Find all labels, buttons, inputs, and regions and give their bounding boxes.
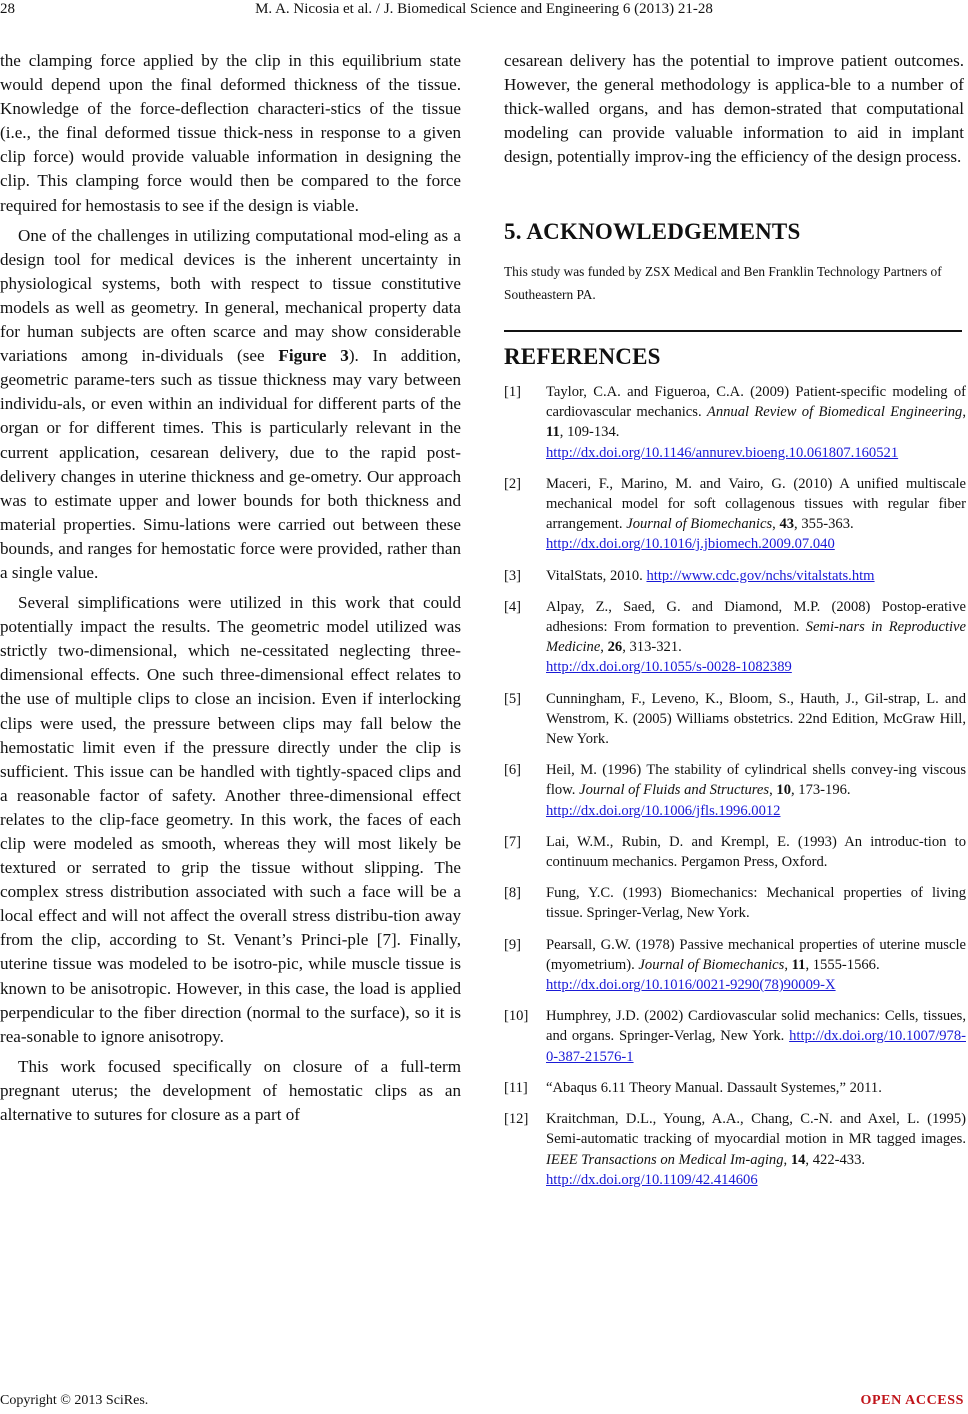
acknowledgements-heading: 5. ACKNOWLEDGEMENTS — [504, 219, 801, 244]
reference-number: [12] — [504, 1111, 529, 1128]
page-number: 28 — [0, 1, 15, 17]
reference-item — [504, 566, 966, 586]
reference-citation: Maceri, F., Marino, M. and Vairo, G. (2010) A unified multiscale mechanical model for soft collagenous tissues with regular fiber arrangement. — [546, 475, 966, 533]
reference-item — [504, 760, 966, 821]
reference-number: [9] — [504, 936, 522, 953]
reference-separator: , — [772, 516, 780, 533]
reference-doi-link[interactable]: http://dx.doi.org/10.1016/0021-9290(78)90009-X — [546, 977, 836, 994]
reference-item — [504, 883, 966, 923]
reference-text — [546, 1080, 882, 1096]
reference-number: [7] — [504, 833, 522, 850]
paragraph: the clamping force applied by the clip in this equilibrium state would depend upon the final deformed thickness of the tissue. Knowledge of the force-deflection characteri-stics of the tissue (i.e., the final deformed tissue thick-ness in response to a given clip force) would provide valuable information in designing the clip. This clamping force would then be compared to the force required for hemostasis to see if the design is viable. — [0, 51, 461, 215]
reference-number: [2] — [504, 475, 522, 492]
reference-separator: , — [783, 1151, 791, 1168]
reference-journal: Journal of Biomechanics — [638, 956, 785, 973]
reference-pages: , 109-134. — [559, 424, 620, 441]
reference-volume: 11 — [546, 424, 560, 441]
reference-text — [546, 885, 966, 921]
reference-text — [546, 762, 966, 818]
reference-pages: , 173-196. — [790, 782, 851, 799]
reference-item — [504, 1006, 966, 1067]
reference-volume: 10 — [776, 782, 791, 799]
reference-text — [546, 1008, 966, 1064]
reference-number: [1] — [504, 384, 522, 400]
reference-pages: , 355-363. — [794, 516, 854, 533]
figure-reference[interactable]: Figure 3 — [278, 346, 349, 366]
reference-volume: 11 — [791, 956, 806, 973]
paragraph: This work focused specifically on closure of a full-term pregnant uterus; the development of hemostatic clips as an alternative to sutures for closure as a part of — [0, 1056, 461, 1125]
reference-separator: , — [600, 639, 608, 656]
reference-citation: VitalStats, 2010. — [546, 567, 647, 584]
reference-journal: Journal of Biomechanics — [626, 516, 773, 533]
acknowledgements-text: This study was funded by ZSX Medical and Ben Franklin Technology Partners of Southeastern PA. — [504, 264, 942, 302]
reference-journal: Journal of Fluids and Structures — [579, 782, 770, 799]
reference-number: [4] — [504, 598, 522, 615]
reference-citation: Heil, M. (1996) The stability of cylindrical shells convey-ing viscous flow. — [546, 762, 966, 799]
reference-item — [504, 832, 966, 872]
reference-separator: , — [769, 782, 777, 799]
reference-doi-link[interactable]: http://dx.doi.org/10.1016/j.jbiomech.2009.07.040 — [546, 536, 835, 553]
paragraph: Several simplifications were utilized in this work that could potentially impact the results. The geometric model utilized was strictly two-dimensional, which ne-cessitated neglecting three-dimensional effects. One such three-dimensional effect relates to the use of multiple clips to close an incision. Even if interlocking clips were used, the pressure between clips may fall below the hemostatic limit even if the pressure directly under the clip is sufficient. This issue can be handled with tightly-spaced clips and a reasonable factor of safety. Another three-dimensional effect relates to the clip-face geometry. In this work, the faces of each clip were modeled as smooth, whereas they will most likely be textured or serrated to grip the tissue without slipping. The complex stress distribution associated with such a face will be a local effect and will not affect the overall stress distribu-tion away from the clip, according to St. Venant’s Princi-ple [7]. Finally, uterine tissue was modeled to be isotro-pic, while muscle tissue is known to be anisotropic. However, in this case, the load is applied perpendicular to the fiber direction (normal to the surface), so it is rea-sonable to ignore anisotropy. — [0, 593, 461, 1046]
reference-citation: Lai, W.M., Rubin, D. and Krempl, E. (1993) An introduc-tion to continuum mechanics. Pergamon Press, Oxford. — [546, 833, 966, 871]
reference-number: [3] — [504, 567, 522, 584]
reference-item — [504, 1109, 966, 1190]
reference-citation: Fung, Y.C. (1993) Biomechanics: Mechanical properties of living tissue. Springer-Verlag, New York. — [546, 885, 966, 922]
reference-separator: , — [784, 956, 792, 973]
reference-number: [8] — [504, 885, 522, 902]
reference-doi-link[interactable]: http://dx.doi.org/10.1109/42.414606 — [546, 1171, 758, 1188]
reference-citation: Alpay, Z., Saed, G. and Diamond, M.P. (2008) Postop-erative adhesions: From formation to prevention. — [546, 598, 966, 636]
reference-item — [504, 935, 966, 996]
reference-text — [546, 1111, 966, 1188]
reference-text — [546, 691, 966, 747]
section-divider — [504, 330, 962, 332]
reference-citation: Cunningham, F., Leveno, K., Bloom, S., Hauth, J., Gil-strap, L. and Wenstrom, K. (2005) Williams obstetrics. 22nd Edition, McGraw Hill, New York. — [546, 690, 966, 748]
page-footer — [0, 1393, 968, 1413]
reference-journal: IEEE Transactions on Medical Im-aging — [546, 1151, 784, 1168]
open-access-label: OPEN ACCESS — [860, 1393, 964, 1408]
reference-doi-link[interactable]: http://dx.doi.org/10.1007/978-0-387-21576-1 — [546, 1028, 966, 1065]
reference-item — [504, 474, 966, 555]
reference-text — [546, 599, 966, 676]
reference-number: [6] — [504, 762, 522, 779]
reference-item — [504, 689, 966, 750]
reference-volume: 14 — [790, 1151, 806, 1168]
reference-citation: Kraitchman, D.L., Young, A.A., Chang, C.-N. and Axel, L. (1995) Semi-automatic tracking of myocardial motion in MR tagged images. — [546, 1111, 966, 1148]
copyright-notice: Copyright © 2013 SciRes. — [0, 1393, 149, 1408]
reference-text — [546, 937, 966, 993]
paragraph: cesarean delivery has the potential to improve patient outcomes. However, the general methodology is applica-ble to a number of thick-walled organs, and has demon-strated that computational modeling can provide valuable information to aid in implant design, potentially improv-ing the efficiency of the design process. — [504, 51, 964, 167]
reference-text — [546, 476, 966, 553]
reference-doi-link[interactable]: http://dx.doi.org/10.1146/annurev.bioeng.10.061807.160521 — [546, 444, 899, 461]
paragraph-text: ). In addition, geometric parame-ters such as tissue thickness may vary between individu-als, or even within an individual for different parts of the organ or for different times. This is particularly relevant in the current application, cesarean delivery, due to the rapid post-delivery changes in uterine thickness and ge-ometry. Our approach was to estimate upper and lower bounds for both thickness and material properties. Simu-lations were carried out between these bounds, and ranges for hemostatic force were provided, rather than a single value. — [0, 346, 461, 582]
reference-text — [546, 834, 966, 870]
left-column — [0, 49, 461, 1127]
reference-separator: , — [962, 404, 967, 421]
reference-doi-link[interactable]: http://www.cdc.gov/nchs/vitalstats.htm — [646, 567, 875, 584]
page-header — [0, 0, 968, 24]
reference-pages: , 1555-1566. — [805, 956, 880, 973]
paragraph — [0, 224, 461, 585]
running-title: M. A. Nicosia et al. / J. Biomedical Science and Engineering 6 (2013) 21-28 — [255, 1, 713, 17]
reference-journal: Semi-nars in Reproductive Medicine — [546, 619, 967, 656]
reference-pages: , 422-433. — [805, 1151, 866, 1168]
right-column — [504, 49, 964, 169]
reference-number: [11] — [504, 1079, 528, 1096]
reference-pages: , 313-321. — [622, 639, 682, 656]
reference-volume: 26 — [607, 639, 623, 656]
reference-citation: Pearsall, G.W. (1978) Passive mechanical properties of uterine muscle (myometrium). — [546, 936, 966, 973]
reference-number: [5] — [504, 690, 522, 707]
reference-item — [504, 597, 966, 678]
references-heading: REFERENCES — [504, 344, 661, 369]
reference-list — [504, 382, 966, 1201]
reference-item — [504, 1078, 966, 1098]
reference-citation: Humphrey, J.D. (2002) Cardiovascular solid mechanics: Cells, tissues, and organs. Springer-Verlag, New York. — [546, 1008, 966, 1045]
reference-citation: “Abaqus 6.11 Theory Manual. Dassault Systemes,” 2011. — [546, 1079, 882, 1096]
reference-citation: Taylor, C.A. and Figueroa, C.A. (2009) Patient-specific modeling of cardiovascular mechanics. — [546, 384, 966, 421]
reference-item — [504, 382, 966, 463]
paragraph-text: One of the challenges in utilizing computational mod-eling as a design tool for medical devices is the inherent uncertainty in physiological systems, both with respect to tissue constitutive models as well as geometry. In general, mechanical property data for human subjects are often scarce and may show considerable variations among in-dividuals (see — [0, 225, 461, 366]
reference-text — [546, 568, 875, 584]
reference-text — [546, 384, 966, 461]
reference-doi-link[interactable]: http://dx.doi.org/10.1055/s-0028-1082389 — [546, 659, 792, 676]
reference-number: [10] — [504, 1008, 529, 1025]
reference-doi-link[interactable]: http://dx.doi.org/10.1006/jfls.1996.0012 — [546, 802, 781, 819]
reference-volume: 43 — [779, 516, 795, 533]
reference-journal: Annual Review of Biomedical Engineering — [706, 404, 963, 421]
